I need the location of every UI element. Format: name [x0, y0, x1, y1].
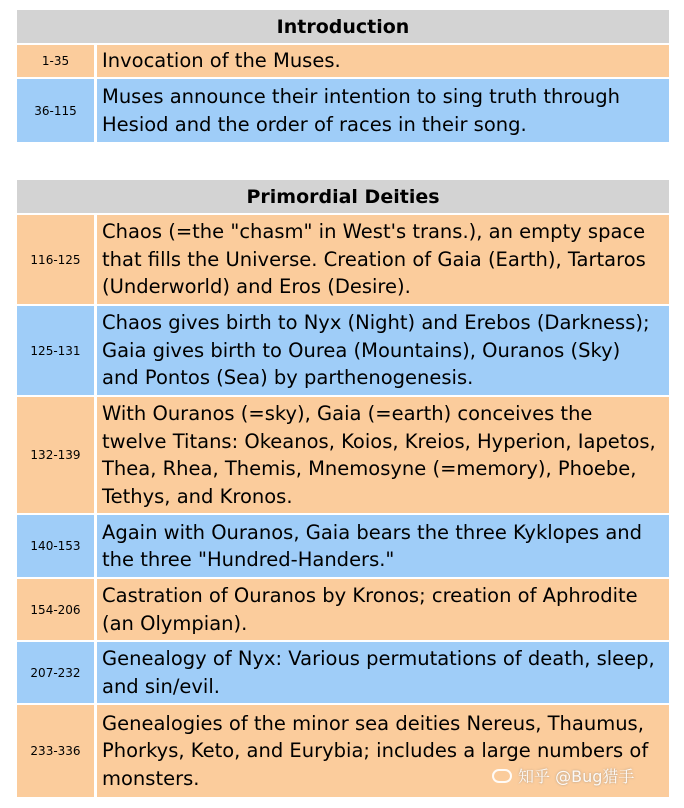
watermark — [492, 764, 634, 787]
table-row — [17, 579, 669, 642]
line-range: 154-206 — [17, 579, 97, 640]
section-title: Primordial Deities — [17, 180, 669, 215]
line-range: 140-153 — [17, 515, 97, 577]
table-row — [17, 642, 669, 705]
row-description: Genealogy of Nyx: Various permutations of death, sleep, and sin/evil. — [102, 647, 655, 698]
line-range: 207-232 — [17, 642, 97, 703]
table-row — [17, 45, 669, 79]
line-range: 116-125 — [17, 215, 97, 304]
section-introduction — [17, 10, 669, 142]
wechat-logo-icon — [492, 769, 512, 783]
section-title: Introduction — [17, 10, 669, 45]
section-primordial-deities — [17, 180, 669, 797]
line-range: 132-139 — [17, 397, 97, 513]
row-description: Again with Ouranos, Gaia bears the three Kyklopes and the three "Hundred-Handers." — [102, 520, 643, 571]
line-range: 233-336 — [17, 705, 97, 797]
row-description: Chaos gives birth to Nyx (Night) and Erebos (Darkness); Gaia gives birth to Ourea (Mountains), Ouranos (Sky) and Pontos (Sea) by parthenogenesis. — [102, 311, 650, 390]
table-row — [17, 515, 669, 579]
line-range: 36-115 — [17, 79, 97, 142]
row-description: Castration of Ouranos by Kronos; creation of Aphrodite (an Olympian). — [102, 584, 638, 635]
watermark-text: 知乎 @Bug猎手 — [518, 767, 635, 786]
table-row — [17, 397, 669, 515]
table-row — [17, 79, 669, 142]
row-description: Invocation of the Muses. — [102, 49, 341, 73]
row-description: With Ouranos (=sky), Gaia (=earth) conceives the twelve Titans: Okeanos, Koios, Kreios, Hyperion, Iapetos, Thea, Rhea, Themis, Mnemosyne (=memory), Phoebe, Tethys, and Kronos. — [102, 402, 656, 508]
row-description: Muses announce their intention to sing truth through Hesiod and the order of races in their song. — [102, 85, 621, 136]
table-row — [17, 306, 669, 397]
table-row — [17, 215, 669, 306]
line-range: 1-35 — [17, 45, 97, 77]
row-description: Genealogies of the minor sea deities Nereus, Thaumus, Phorkys, Keto, and Eurybia; includes a large numbers of monsters. — [102, 711, 649, 790]
row-description: Chaos (=the "chasm" in West's trans.), an empty space that fills the Universe. Creation of Gaia (Earth), Tartaros (Underworld) and Eros (Desire). — [102, 220, 646, 299]
line-range: 125-131 — [17, 306, 97, 395]
